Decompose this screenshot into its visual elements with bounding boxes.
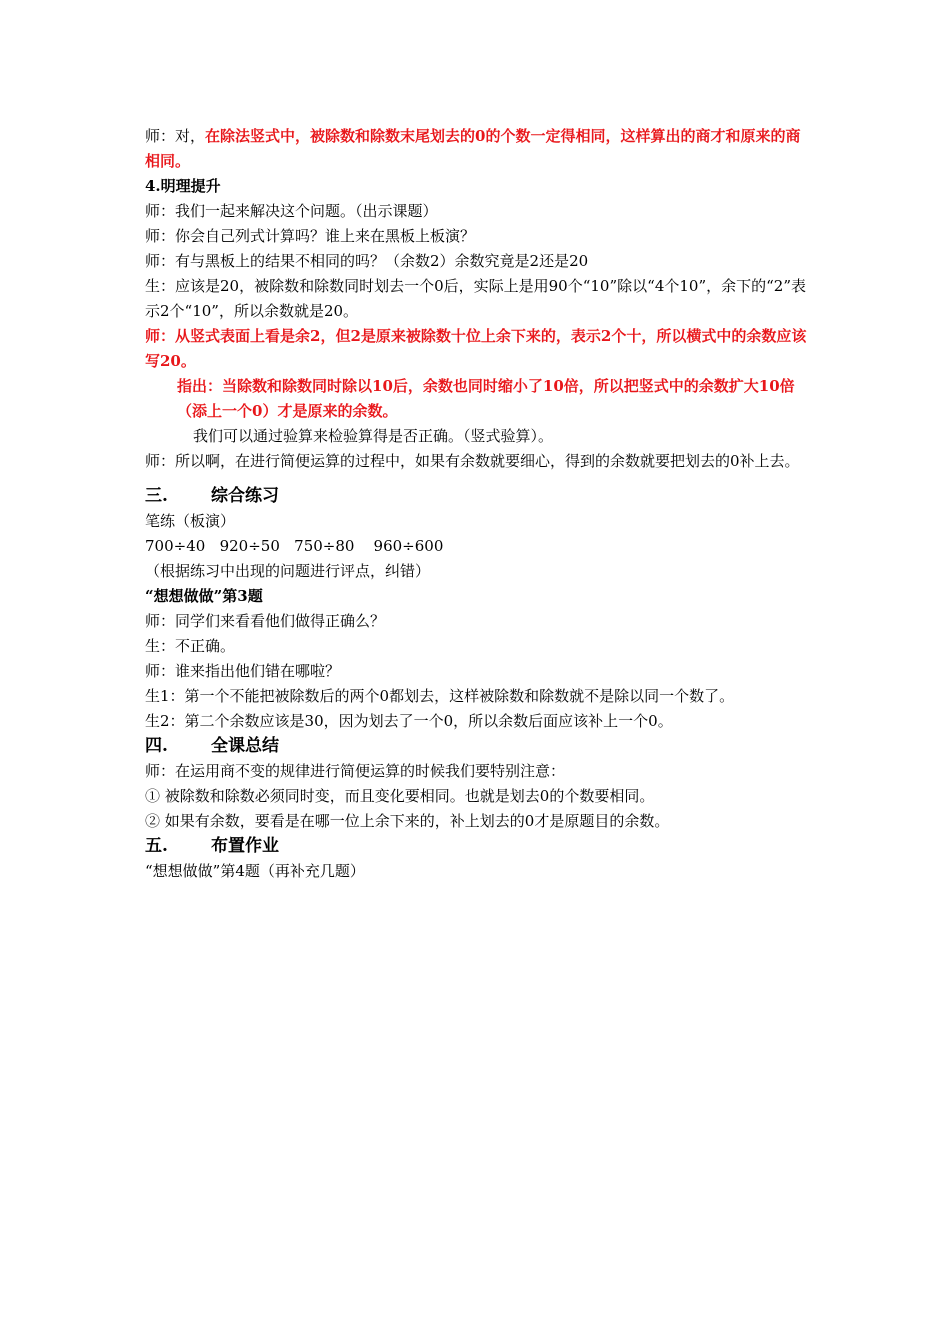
paragraph: （根据练习中出现的问题进行评点，纠错）	[145, 562, 431, 580]
section-number: 三.	[145, 486, 168, 506]
paragraph: 生：应该是20，被除数和除数同时划去一个0后，实际上是用90个“10”除以“4个10”，余下的“2”表示2个“10”，所以余数就是20。	[145, 277, 806, 320]
exercise-list: 700÷40 920÷50 750÷80 960÷600	[145, 537, 444, 555]
list-item: ① 被除数和除数必须同时变，而且变化要相同。也就是划去0的个数要相同。	[145, 787, 655, 805]
paragraph: “想想做做”第4题（再补充几题）	[145, 862, 365, 880]
highlighted-rule: 在除法竖式中，被除数和除数末尾划去的0的个数一定得相同，这样算出的商才和原来的商相同。	[145, 127, 801, 170]
subsection-title: 4.明理提升	[145, 177, 221, 195]
paragraph: 师：我们一起来解决这个问题。（出示课题）	[145, 202, 438, 220]
paragraph: 师：所以啊，在进行简便运算的过程中，如果有余数就要细心，得到的余数就要把划去的0补上去。	[145, 452, 800, 470]
highlighted-paragraph: 师：从竖式表面上看是余2，但2是原来被除数十位上余下来的，表示2个十，所以横式中的余数应该写20。	[145, 327, 807, 370]
paragraph: 生1：第一个不能把被除数后的两个0都划去，这样被除数和除数就不是除以同一个数了。	[145, 687, 735, 705]
paragraph-teacher-confirm	[145, 124, 810, 174]
exercise-title: “想想做做”第3题	[145, 587, 263, 605]
paragraph: 师：有与黑板上的结果不相同的吗？（余数2）余数究竟是2还是20	[145, 252, 589, 270]
section-number: 五.	[145, 836, 168, 856]
section-number: 四.	[145, 736, 168, 756]
paragraph: 生2：第二个余数应该是30，因为划去了一个0，所以余数后面应该补上一个0。	[145, 712, 673, 730]
paragraph: 师：同学们来看看他们做得正确么？	[145, 612, 386, 630]
section-heading	[145, 834, 810, 859]
section-title: 全课总结	[211, 736, 279, 756]
list-item: ② 如果有余数，要看是在哪一位上余下来的，补上划去的0才是原题目的余数。	[145, 812, 670, 830]
paragraph: 师：谁来指出他们错在哪啦？	[145, 662, 341, 680]
spacer	[145, 474, 810, 484]
section-title: 布置作业	[211, 836, 279, 856]
highlighted-paragraph: 指出：当除数和除数同时除以10后，余数也同时缩小了10倍，所以把竖式中的余数扩大10倍（添上一个0）才是原来的余数。	[177, 377, 795, 420]
paragraph: 师：你会自己列式计算吗？谁上来在黑板上板演？	[145, 227, 476, 245]
section-title: 综合练习	[211, 486, 279, 506]
paragraph: 我们可以通过验算来检验算得是否正确。（竖式验算）。	[193, 427, 554, 445]
section-heading	[145, 734, 810, 759]
speaker-prefix: 师：对，	[145, 127, 206, 145]
paragraph: 师：在运用商不变的规律进行简便运算的时候我们要特别注意：	[145, 762, 566, 780]
paragraph: 生：不正确。	[145, 637, 236, 655]
section-heading	[145, 484, 810, 509]
paragraph: 笔练（板演）	[145, 512, 236, 530]
document-body	[145, 124, 810, 884]
